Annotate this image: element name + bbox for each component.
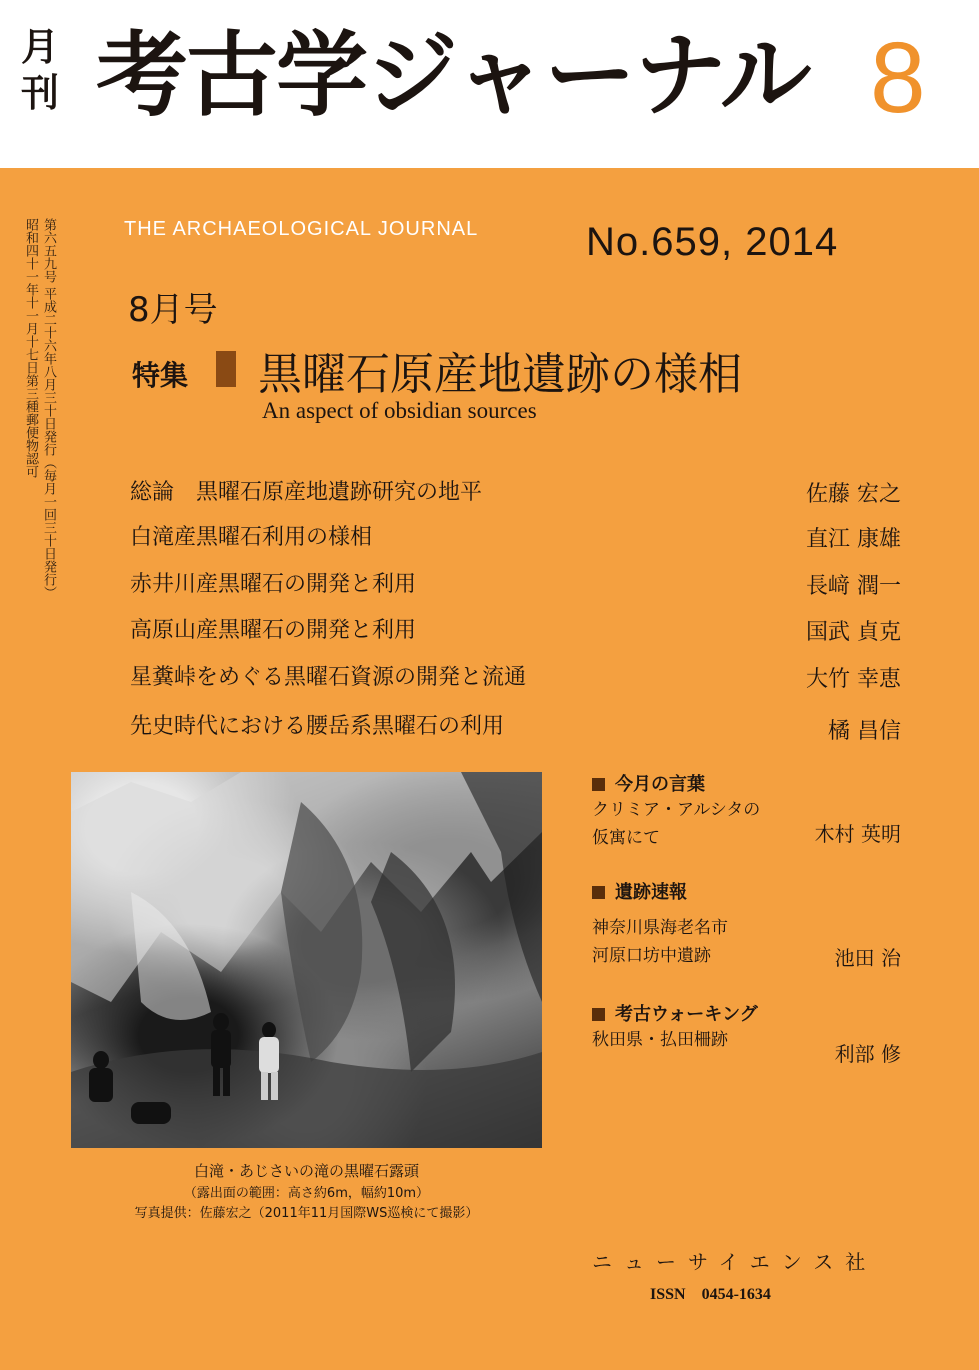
feature-marker bbox=[216, 351, 236, 387]
english-journal-title: THE ARCHAEOLOGICAL JOURNAL bbox=[124, 218, 479, 240]
photo-credit: 写真提供：佐藤宏之（2011年11月国際WS巡検にて撮影） bbox=[134, 1206, 479, 1221]
section-heading-label: 考古ウォーキング bbox=[615, 1004, 758, 1025]
feature-title: 黒曜石原産地遺跡の様相 bbox=[258, 349, 742, 400]
monthly-label: 月 刊 bbox=[20, 25, 59, 115]
issue-number: No.659, 2014 bbox=[586, 220, 839, 264]
photo-scene bbox=[71, 772, 542, 1148]
photo-caption: 白滝・あじさいの滝の黒曜石露頭 bbox=[193, 1162, 419, 1180]
article-author: 橘 昌信 bbox=[828, 719, 901, 744]
issn-number: ISSN 0454-1634 bbox=[650, 1286, 771, 1303]
article-author: 佐藤 宏之 bbox=[806, 482, 901, 507]
article-title: 先史時代における腰岳系黒曜石の利用 bbox=[130, 714, 505, 739]
article-title: 総論 黒曜石原産地遺跡研究の地平 bbox=[130, 480, 483, 505]
section-heading bbox=[592, 878, 687, 904]
feature-english-title: An aspect of obsidian sources bbox=[262, 398, 537, 423]
section-subtitle: クリミア・アルシタの 仮寓にて bbox=[592, 800, 761, 848]
section-heading bbox=[592, 770, 705, 796]
month-number: 8 bbox=[870, 22, 926, 134]
article-title: 白滝産黒曜石利用の様相 bbox=[130, 525, 373, 550]
masthead bbox=[0, 0, 979, 168]
section-subtitle: 秋田県・払田柵跡 bbox=[592, 1030, 728, 1050]
journal-title: 考古学ジャーナル bbox=[96, 22, 810, 129]
publisher-name: ニューサイエンス社 bbox=[592, 1250, 878, 1274]
square-bullet-icon bbox=[592, 886, 605, 899]
photo-caption-detail: （露出面の範囲：高さ約6m，幅約10m） bbox=[183, 1186, 430, 1201]
article-title: 赤井川産黒曜石の開発と利用 bbox=[130, 572, 417, 597]
article-author: 長﨑 潤一 bbox=[806, 574, 901, 599]
article-author: 直江 康雄 bbox=[806, 527, 901, 552]
section-subtitle: 神奈川県海老名市 河原口坊中遺跡 bbox=[592, 918, 728, 966]
article-title: 高原山産黒曜石の開発と利用 bbox=[130, 618, 417, 643]
spine-text-2: 昭和四十一年十一月十七日第三種郵便物認可 bbox=[23, 218, 38, 478]
section-author: 木村 英明 bbox=[814, 822, 901, 846]
feature-label: 特集 bbox=[132, 359, 189, 392]
square-bullet-icon bbox=[592, 778, 605, 791]
article-title: 星糞峠をめぐる黒曜石資源の開発と流通 bbox=[130, 665, 527, 690]
obsidian-outcrop-photo bbox=[71, 772, 542, 1148]
section-heading-label: 遺跡速報 bbox=[615, 882, 687, 903]
article-author: 国武 貞克 bbox=[806, 620, 901, 645]
month-issue-label: 8月号 bbox=[128, 290, 218, 330]
section-author: 利部 修 bbox=[834, 1042, 901, 1066]
square-bullet-icon bbox=[592, 1008, 605, 1021]
spine-text-1: 第六五九号 平成二十六年八月三十日発行（毎月一回三十日発行） bbox=[41, 218, 56, 600]
section-heading-label: 今月の言葉 bbox=[615, 774, 705, 795]
article-author: 大竹 幸恵 bbox=[806, 667, 901, 692]
section-heading bbox=[592, 1000, 758, 1026]
section-author: 池田 治 bbox=[834, 946, 901, 970]
